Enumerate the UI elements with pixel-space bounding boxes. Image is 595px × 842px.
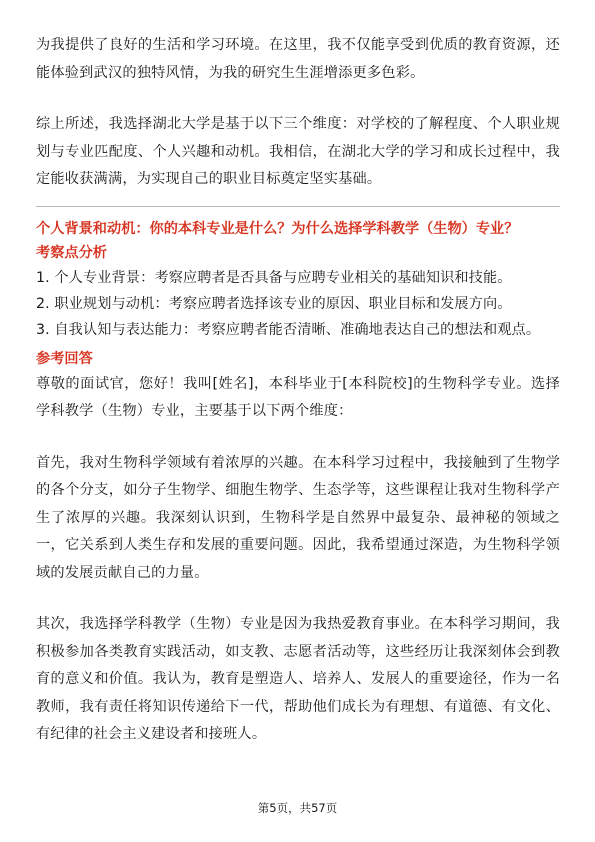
document-page — [36, 32, 560, 749]
paragraph-gap — [36, 87, 560, 111]
answer-paragraph-1: 尊敬的面试官，您好！我叫[姓名]，本科毕业于[本科院校]的生物科学专业。选择学科教学（生物）专业，主要基于以下两个维度： — [36, 375, 560, 419]
paragraph-gap — [36, 587, 560, 611]
answer-paragraph-2: 首先，我对生物科学领域有着浓厚的兴趣。在本科学习过程中，我接触到了生物学的各个分支，如分子生物学、细胞生物学、生态学等，这些课程让我对生物科学产生了浓厚的兴趣。我深刻认识到，生物科学是自然界中最复杂、最神秘的领域之一，它关系到人类生存和发展的重要问题。因此，我希望通过深造，为生物科学领域的发展贡献自己的力量。 — [36, 454, 560, 581]
analysis-item: 2. 职业规划与动机：考察应聘者选择该专业的原因、职业目标和发展方向。 — [36, 295, 512, 312]
paragraph-gap — [36, 426, 560, 450]
analysis-item: 3. 自我认知与表达能力：考察应聘者能否清晰、准确地表达自己的想法和观点。 — [36, 321, 541, 338]
intro-paragraph-1: 为我提供了良好的生活和学习环境。在这里，我不仅能享受到优质的教育资源，还能体验到武汉的独特风情，为我的研究生生涯增添更多色彩。 — [36, 37, 560, 81]
answer-paragraph-3: 其次，我选择学科教学（生物）专业是因为我热爱教育事业。在本科学习期间，我积极参加各类教育实践活动，如支教、志愿者活动等，这些经历让我深刻体会到教育的意义和价值。我认为，教育是塑造人、培养人、发展人的重要途径，作为一名教师，我有责任将知识传递给下一代，帮助他们成长为有理想、有道德、有文化、有纪律的社会主义建设者和接班人。 — [36, 616, 560, 742]
analysis-title: 考察点分析 — [36, 244, 107, 261]
page-number-footer: 第5页，共57页 — [257, 801, 338, 815]
answer-title: 参考回答 — [36, 350, 93, 367]
intro-paragraph-2: 综上所述，我选择湖北大学是基于以下三个维度：对学校的了解程度、个人职业规划与专业匹配度、个人兴趣和动机。我相信，在湖北大学的学习和成长过程中，我定能收获满满，为实现自己的职业目标奠定坚实基础。 — [36, 116, 560, 187]
question-heading: 个人背景和动机：你的本科专业是什么？为什么选择学科教学（生物）专业？ — [36, 220, 519, 237]
section-divider — [36, 206, 560, 207]
analysis-item: 1. 个人专业背景：考察应聘者是否具备与应聘专业相关的基础知识和技能。 — [36, 269, 512, 286]
